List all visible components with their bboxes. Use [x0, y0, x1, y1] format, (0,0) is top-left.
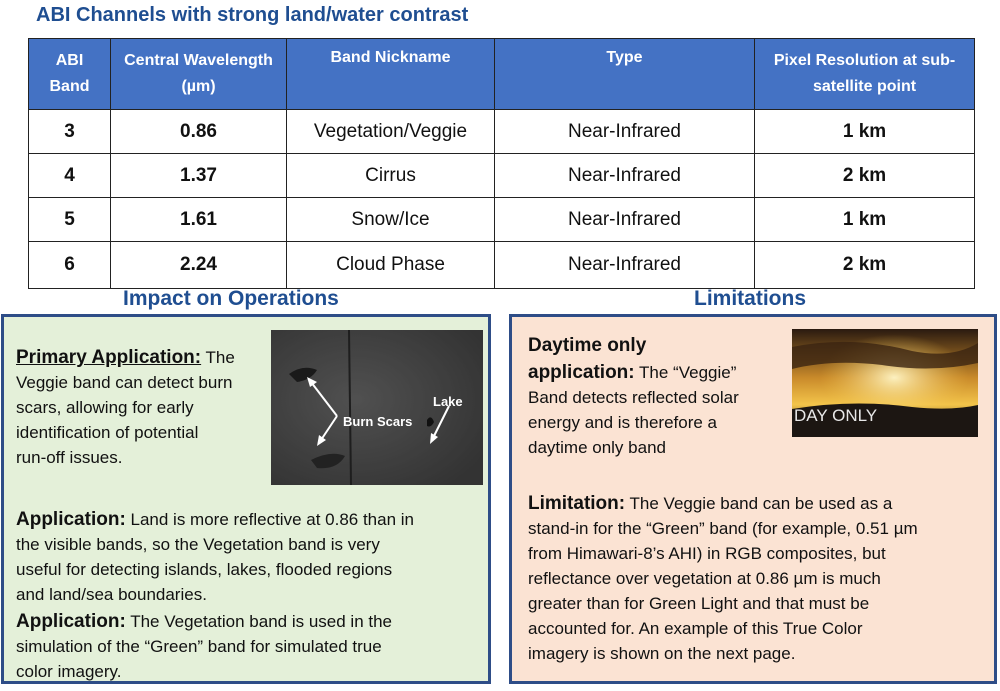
daytime-line: energy and is therefore a	[528, 413, 718, 432]
cell-wavelength: 2.24	[111, 242, 287, 289]
application-line: useful for detecting islands, lakes, flooded regions	[16, 560, 393, 579]
limitation-line: greater than for Green Light and that must be	[528, 594, 870, 613]
daytime-line: daytime only band	[528, 438, 666, 457]
cell-nickname: Cirrus	[287, 154, 495, 198]
primary-application-label: Primary Application:	[16, 347, 202, 368]
application-label: Application:	[16, 509, 126, 530]
limitation-line: stand-in for the “Green” band (for example, 0.51 µm	[528, 519, 918, 538]
cell-wavelength: 1.37	[111, 154, 287, 198]
limitation-text	[528, 491, 992, 666]
cell-nickname: Cloud Phase	[287, 242, 495, 289]
cell-type: Near-Infrared	[495, 110, 755, 154]
table-header-row	[29, 39, 975, 110]
header-band-nickname: Band Nickname	[287, 39, 495, 110]
application-line: simulation of the “Green” band for simulated true	[16, 637, 382, 656]
lake-label: Lake	[433, 394, 463, 409]
primary-application-text	[16, 345, 266, 470]
day-only-label: DAY ONLY	[794, 406, 878, 425]
cell-resolution: 2 km	[755, 242, 975, 289]
cell-nickname: Vegetation/Veggie	[287, 110, 495, 154]
primary-application-line: The	[201, 348, 235, 367]
impact-section-title: Impact on Operations	[123, 287, 339, 310]
burn-scars-label: Burn Scars	[343, 414, 413, 429]
table-row	[29, 242, 975, 289]
table-row	[29, 110, 975, 154]
application-line: The Vegetation band is used in the	[125, 612, 393, 631]
limitation-line: from Himawari-8’s AHI) in RGB composites, but	[528, 544, 886, 563]
application-label: application:	[528, 362, 635, 383]
application-line: Land is more reflective at 0.86 than in	[125, 510, 415, 529]
primary-application-line: scars, allowing for early	[16, 398, 194, 417]
daytime-only-text	[528, 331, 788, 460]
day-only-sunset-image	[792, 329, 978, 437]
table-row	[29, 198, 975, 242]
cell-band: 6	[29, 242, 111, 289]
abi-bands-table	[28, 38, 975, 289]
daytime-only-label: Daytime only	[528, 335, 647, 356]
application-1-text	[16, 507, 486, 607]
cell-band: 5	[29, 198, 111, 242]
limitation-line: imagery is shown on the next page.	[528, 644, 796, 663]
cell-band: 4	[29, 154, 111, 198]
cell-band: 3	[29, 110, 111, 154]
header-pixel-resolution: Pixel Resolution at sub-satellite point	[755, 39, 975, 110]
header-type: Type	[495, 39, 755, 110]
cell-resolution: 1 km	[755, 110, 975, 154]
cell-type: Near-Infrared	[495, 198, 755, 242]
primary-application-line: identification of potential	[16, 423, 199, 442]
application-line: color imagery.	[16, 662, 122, 681]
primary-application-line: Veggie band can detect burn	[16, 373, 233, 392]
cell-wavelength: 1.61	[111, 198, 287, 242]
limitation-line: reflectance over vegetation at 0.86 µm is much	[528, 569, 881, 588]
limitation-line: accounted for. An example of this True Color	[528, 619, 863, 638]
daytime-line: Band detects reflected solar	[528, 388, 739, 407]
limitations-panel	[509, 314, 997, 684]
burn-scars-satellite-image	[271, 330, 483, 485]
cell-nickname: Snow/Ice	[287, 198, 495, 242]
page-title: ABI Channels with strong land/water contrast	[36, 4, 469, 26]
limitation-label: Limitation:	[528, 493, 626, 514]
cell-resolution: 1 km	[755, 198, 975, 242]
table-row	[29, 154, 975, 198]
application-label: Application:	[16, 611, 126, 632]
daytime-line: The “Veggie”	[634, 363, 737, 382]
header-central-wavelength: Central Wavelength (µm)	[111, 39, 287, 110]
primary-application-line: run-off issues.	[16, 448, 123, 467]
header-abi-band: ABI Band	[29, 39, 111, 110]
cell-type: Near-Infrared	[495, 154, 755, 198]
limitation-line: The Veggie band can be used as a	[625, 494, 893, 513]
application-line: and land/sea boundaries.	[16, 585, 207, 604]
cell-resolution: 2 km	[755, 154, 975, 198]
limitations-section-title: Limitations	[694, 287, 807, 310]
impact-panel	[1, 314, 491, 684]
cell-wavelength: 0.86	[111, 110, 287, 154]
application-line: the visible bands, so the Vegetation band is very	[16, 535, 380, 554]
cell-type: Near-Infrared	[495, 242, 755, 289]
application-2-text	[16, 609, 486, 684]
